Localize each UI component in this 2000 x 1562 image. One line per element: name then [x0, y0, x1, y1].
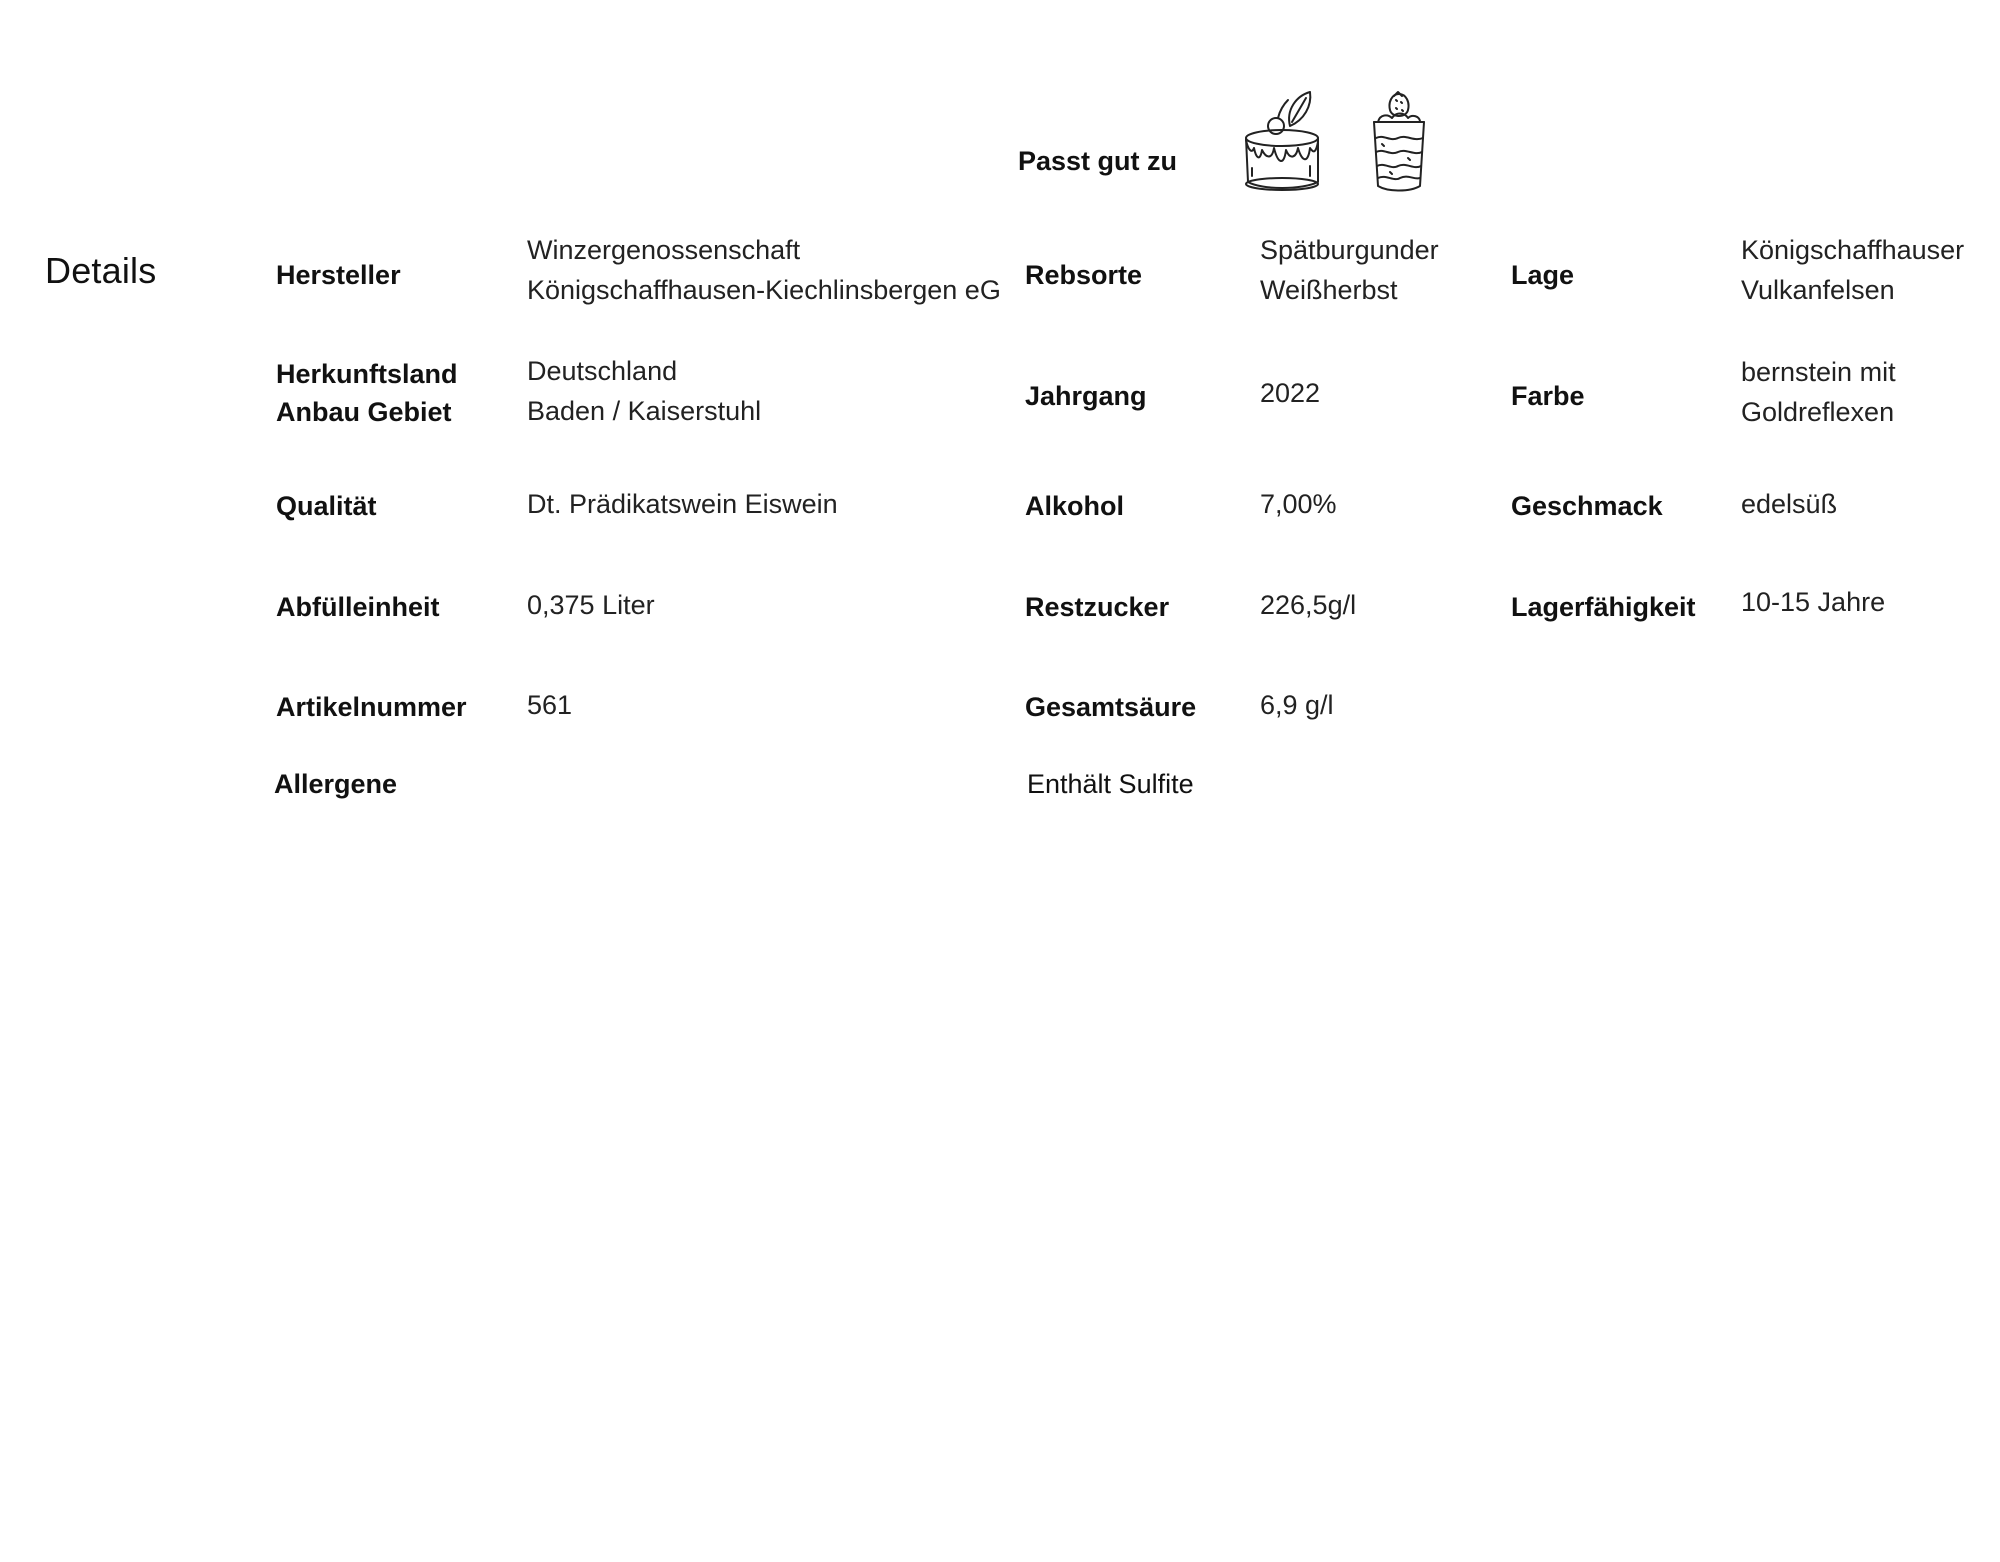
label-hersteller: Hersteller [276, 260, 401, 290]
value-hersteller-line1: Winzergenossenschaft [527, 235, 801, 265]
label-alkohol: Alkohol [1025, 491, 1124, 521]
value-rebsorte-line2: Weißherbst [1260, 275, 1398, 305]
label-lage: Lage [1511, 260, 1575, 290]
label-abfuelleinheit: Abfülleinheit [276, 592, 440, 622]
value-lage-line1: Königschaffhauser [1741, 235, 1965, 265]
label-allergene: Allergene [274, 769, 398, 799]
value-hersteller [527, 230, 1001, 310]
value-alkohol: 7,00% [1260, 489, 1337, 519]
dessert-glass-with-strawberry-icon [1368, 88, 1430, 196]
value-lage [1741, 230, 1964, 310]
cake-with-cherry-icon [1238, 88, 1330, 196]
value-qualitaet: Dt. Prädikatswein Eiswein [527, 489, 838, 519]
label-herkunftsland [276, 355, 458, 431]
value-allergene: Enthält Sulfite [1027, 769, 1194, 799]
label-geschmack: Geschmack [1511, 491, 1663, 521]
label-anbau-gebiet-line2: Anbau Gebiet [276, 397, 452, 427]
value-farbe [1741, 352, 1896, 432]
label-rebsorte: Rebsorte [1025, 260, 1143, 290]
value-herkunftsland-line1: Deutschland [527, 356, 678, 386]
value-lagerfaehigkeit: 10-15 Jahre [1741, 587, 1886, 617]
value-gesamtsaeure: 6,9 g/l [1260, 690, 1334, 720]
value-geschmack: edelsüß [1741, 489, 1838, 519]
value-farbe-line2: Goldreflexen [1741, 397, 1895, 427]
value-anbau-gebiet-line2: Baden / Kaiserstuhl [527, 396, 762, 426]
value-rebsorte-line1: Spätburgunder [1260, 235, 1439, 265]
value-artikelnummer: 561 [527, 690, 573, 720]
value-jahrgang: 2022 [1260, 378, 1321, 408]
label-qualitaet: Qualität [276, 491, 377, 521]
label-herkunftsland-line1: Herkunftsland [276, 359, 458, 389]
value-herkunftsland [527, 351, 761, 431]
value-restzucker: 226,5g/l [1260, 590, 1357, 620]
value-hersteller-line2: Königschaffhausen-Kiechlinsbergen eG [527, 275, 1001, 305]
value-rebsorte [1260, 230, 1439, 310]
label-artikelnummer: Artikelnummer [276, 692, 467, 722]
label-restzucker: Restzucker [1025, 592, 1170, 622]
label-lagerfaehigkeit: Lagerfähigkeit [1511, 592, 1696, 622]
label-gesamtsaeure: Gesamtsäure [1025, 692, 1197, 722]
value-abfuelleinheit: 0,375 Liter [527, 590, 655, 620]
value-lage-line2: Vulkanfelsen [1741, 275, 1895, 305]
section-title: Details [45, 250, 157, 291]
pairing-label: Passt gut zu [1018, 146, 1178, 176]
value-farbe-line1: bernstein mit [1741, 357, 1896, 387]
label-farbe: Farbe [1511, 381, 1585, 411]
label-jahrgang: Jahrgang [1025, 381, 1147, 411]
